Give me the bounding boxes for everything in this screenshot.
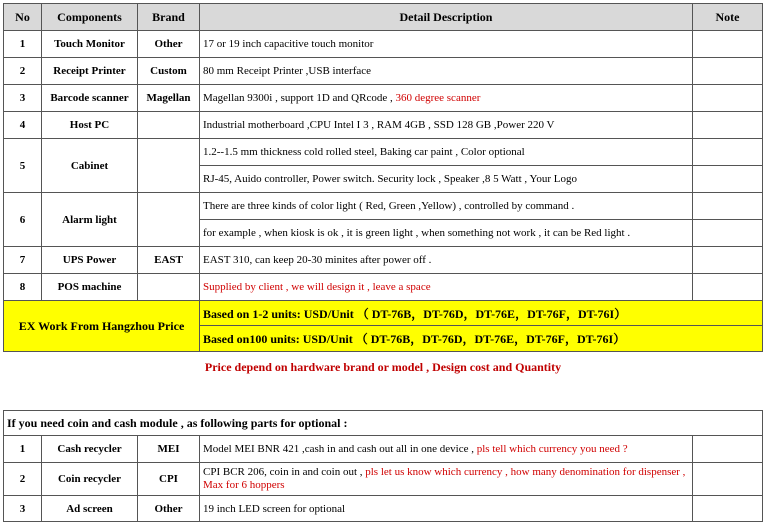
row-detail bbox=[200, 85, 693, 112]
row-component: Ad screen bbox=[42, 496, 138, 522]
price-note: Price depend on hardware brand or model , Design cost and Quantity bbox=[204, 360, 562, 374]
table-header-row bbox=[4, 4, 763, 31]
table-row bbox=[4, 193, 763, 220]
row-note bbox=[693, 58, 763, 85]
row-note bbox=[693, 112, 763, 139]
row-detail-2: for example , when kiosk is ok , it is green light , when something not work , it can be Red light . bbox=[200, 220, 693, 247]
row-brand bbox=[138, 274, 200, 301]
row-brand bbox=[138, 112, 200, 139]
price-line-1: Based on 1-2 units: USD/Unit （ DT-76B，DT-76D，DT-76E，DT-76F，DT-76I） bbox=[200, 301, 763, 326]
row-component: Touch Monitor bbox=[42, 31, 138, 58]
components-table bbox=[3, 3, 763, 352]
header-components: Components bbox=[42, 4, 138, 31]
detail-highlight: 360 degree scanner bbox=[392, 92, 481, 104]
row-detail: 1.2--1.5 mm thickness cold rolled steel, Baking car paint , Color optional bbox=[200, 139, 693, 166]
row-detail: 80 mm Receipt Printer ,USB interface bbox=[200, 58, 693, 85]
row-component: UPS Power bbox=[42, 247, 138, 274]
row-detail: Industrial motherboard ,CPU Intel I 3 , RAM 4GB , SSD 128 GB ,Power 220 V bbox=[200, 112, 693, 139]
detail-text: Model MEI BNR 421 ,cash in and cash out all in one device , bbox=[203, 443, 474, 455]
row-brand: MEI bbox=[138, 436, 200, 463]
table-row bbox=[4, 463, 763, 496]
row-no: 8 bbox=[4, 274, 42, 301]
row-no: 5 bbox=[4, 139, 42, 193]
table-row bbox=[4, 31, 763, 58]
optional-title-row bbox=[4, 411, 763, 436]
row-note bbox=[693, 166, 763, 193]
row-note bbox=[693, 139, 763, 166]
row-note bbox=[693, 274, 763, 301]
header-detail: Detail Description bbox=[200, 4, 693, 31]
row-brand: Other bbox=[138, 496, 200, 522]
table-row bbox=[4, 496, 763, 522]
price-label: EX Work From Hangzhou Price bbox=[4, 301, 200, 352]
row-note bbox=[693, 463, 763, 496]
row-brand bbox=[138, 193, 200, 247]
table-row bbox=[4, 274, 763, 301]
header-no: No bbox=[4, 4, 42, 31]
header-note: Note bbox=[693, 4, 763, 31]
detail-highlight: pls let us know which currency , how many denomination for dispenser , Max for 6 hoppers bbox=[203, 466, 686, 491]
row-detail: EAST 310, can keep 20-30 minites after power off . bbox=[200, 247, 693, 274]
row-component: Cash recycler bbox=[42, 436, 138, 463]
row-brand: CPI bbox=[138, 463, 200, 496]
row-detail bbox=[200, 436, 693, 463]
optional-title: If you need coin and cash module , as following parts for optional : bbox=[4, 411, 763, 436]
row-note bbox=[693, 193, 763, 220]
table-row bbox=[4, 85, 763, 112]
row-component: Coin recycler bbox=[42, 463, 138, 496]
row-no: 2 bbox=[4, 463, 42, 496]
optional-parts-table bbox=[3, 410, 763, 522]
row-detail: There are three kinds of color light ( Red, Green ,Yellow) , controlled by command . bbox=[200, 193, 693, 220]
detail-text: Magellan 9300i , support 1D and QRcode , bbox=[203, 92, 393, 104]
row-brand bbox=[138, 139, 200, 193]
row-note bbox=[693, 436, 763, 463]
row-brand: Custom bbox=[138, 58, 200, 85]
row-note bbox=[693, 31, 763, 58]
row-component: Barcode scanner bbox=[42, 85, 138, 112]
row-detail-2: RJ-45, Auido controller, Power switch. Security lock , Speaker ,8 5 Watt , Your Logo bbox=[200, 166, 693, 193]
row-brand: Other bbox=[138, 31, 200, 58]
row-no: 3 bbox=[4, 496, 42, 522]
row-detail: 17 or 19 inch capacitive touch monitor bbox=[200, 31, 693, 58]
detail-text: CPI BCR 206, coin in and coin out , bbox=[203, 466, 363, 478]
row-no: 1 bbox=[4, 31, 42, 58]
price-row bbox=[4, 301, 763, 326]
row-detail: 19 inch LED screen for optional bbox=[200, 496, 693, 522]
row-component: Alarm light bbox=[42, 193, 138, 247]
row-brand: Magellan bbox=[138, 85, 200, 112]
table-row bbox=[4, 436, 763, 463]
table-row bbox=[4, 112, 763, 139]
table-row bbox=[4, 247, 763, 274]
row-note bbox=[693, 247, 763, 274]
row-component: Host PC bbox=[42, 112, 138, 139]
row-detail: Supplied by client , we will design it , leave a space bbox=[200, 274, 693, 301]
row-note bbox=[693, 85, 763, 112]
row-no: 7 bbox=[4, 247, 42, 274]
table-row bbox=[4, 58, 763, 85]
detail-highlight: pls tell which currency you need ? bbox=[473, 443, 628, 455]
row-component: Receipt Printer bbox=[42, 58, 138, 85]
row-no: 3 bbox=[4, 85, 42, 112]
row-detail bbox=[200, 463, 693, 496]
price-line-2: Based on100 units: USD/Unit （ DT-76B，DT-76D，DT-76E，DT-76F，DT-76I） bbox=[200, 326, 763, 352]
row-no: 2 bbox=[4, 58, 42, 85]
row-component: POS machine bbox=[42, 274, 138, 301]
row-note bbox=[693, 220, 763, 247]
row-brand: EAST bbox=[138, 247, 200, 274]
row-note bbox=[693, 496, 763, 522]
header-brand: Brand bbox=[138, 4, 200, 31]
row-no: 1 bbox=[4, 436, 42, 463]
row-no: 6 bbox=[4, 193, 42, 247]
row-no: 4 bbox=[4, 112, 42, 139]
table-row bbox=[4, 139, 763, 166]
row-component: Cabinet bbox=[42, 139, 138, 193]
